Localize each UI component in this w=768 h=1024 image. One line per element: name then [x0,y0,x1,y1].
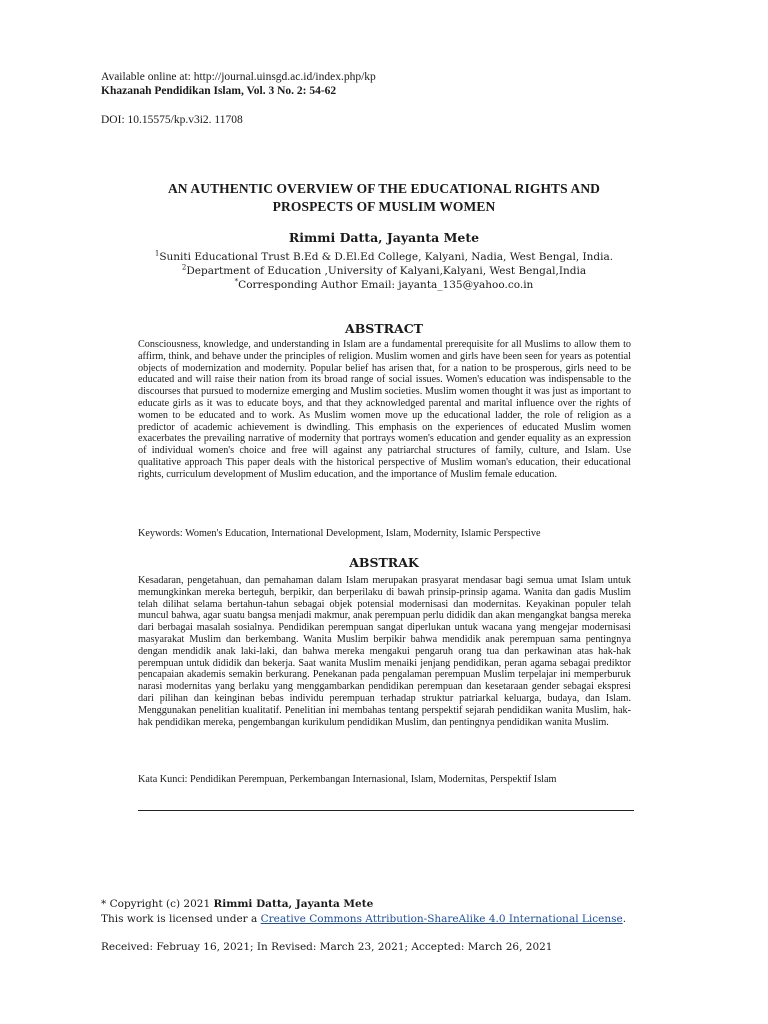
abstract-keywords: Keywords: Women's Education, International Development, Islam, Modernity, Islamic Perspective [138,528,541,539]
paper-title-line-2: PROSPECTS OF MUSLIM WOMEN [272,199,496,214]
affiliation-2 [110,264,658,279]
author-list: Rimmi Datta, Jayanta Mete [288,230,480,245]
affiliation-1 [110,250,658,265]
abstrak-heading: ABSTRAK [349,555,419,570]
doi-line: DOI: 10.15575/kp.v3i2. 11708 [101,114,243,126]
affiliation-1-mark: 1 [154,249,160,258]
journal-citation: Khazanah Pendidikan Islam, Vol. 3 No. 2: 54-62 [101,85,337,97]
paper-title [110,180,658,216]
copyright-authors: Rimmi Datta, Jayanta Mete [213,898,374,910]
abstract-heading: ABSTRACT [345,321,423,336]
corresponding-author-email: Corresponding Author Email: jayanta_135@yahoo.co.in [238,279,534,291]
abstrak-keywords: Kata Kunci: Pendidikan Perempuan, Perkembangan Internasional, Islam, Modernitas, Perspektif Islam [138,774,557,785]
journal-url-line: Available online at: http://journal.uinsgd.ac.id/index.php/kp [101,71,376,83]
license-prefix: This work is licensed under a [101,913,261,925]
copyright-line [101,897,373,911]
license-suffix: . [622,913,627,925]
abstract-body: Consciousness, knowledge, and understanding in Islam are a fundamental prerequisite for all Muslims to allow them to affirm, think, and behave under the principles of religion. Muslim women and girls have been seen for years as potential objects of modernization and modernity. Popular belief has arisen that, for a nation to be prosperous, girls need to be educated and will raise their nation from its broad range of social issues. Women's education was indispensable to the discourses that pursued to modernize emerging and Muslim societies. Muslim women thought it was just as important to educate girls as it was to educate boys, and that they acknowledged parental and marital influence over the rights of women to be educated and to work. As Muslim women move up the educational ladder, the role of religion as a predictor of academic achievement is dwindling. This emphasis on the experiences of educated Muslim women exacerbates the prevailing narrative of modernity that portrays women's education and gender equality as an expression of individual women's choice and free will against any patriarchal structures of family, culture, and Islam. Use qualitative approach This paper deals with the historical perspective of Muslim woman's education, their educational rights, curriculum development of Muslim education, and the importance of Muslim female education. [138,339,631,480]
affiliation-2-text: Department of Education ,University of Kalyani,Kalyani, West Bengal,India [186,265,587,277]
affiliation-1-text: Suniti Educational Trust B.Ed & D.El.Ed College, Kalyani, Nadia, West Bengal, India. [159,251,614,263]
license-line [101,912,626,926]
corresponding-author [110,278,658,293]
submission-dates: Received: Februay 16, 2021; In Revised: March 23, 2021; Accepted: March 26, 2021 [101,941,553,953]
copyright-prefix: * Copyright (c) 2021 [101,898,214,910]
section-divider [138,810,634,811]
corresponding-author-mark: * [234,277,239,286]
affiliation-2-mark: 2 [181,263,187,272]
paper-title-line-1: AN AUTHENTIC OVERVIEW OF THE EDUCATIONAL RIGHTS AND [167,181,601,196]
abstrak-body: Kesadaran, pengetahuan, dan pemahaman dalam Islam merupakan prasyarat mendasar bagi semua umat Islam untuk memungkinkan mereka berteguh, berpikir, dan berperilaku di bawah prinsip-prinsip agama. Wanita dan gadis Muslim telah dilihat selama bertahun-tahun sebagai objek potensial modernisasi dan modernitas. Keyakinan populer telah muncul bahwa, agar suatu bangsa menjadi makmur, anak perempuan perlu dididik dan akan mengangkat bangsa mereka dari berbagai masalah sosialnya. Pendidikan perempuan sangat diperlukan untuk wacana yang mengejar modernisasi masyarakat Muslim dan berkembang. Wanita Muslim berpikir bahwa mendidik anak perempuan sama pentingnya dengan mendidik anak laki-laki, dan bahwa mereka mengakui pengaruh orang tua dan perkawinan atas hak-hak perempuan untuk dididik dan bekerja. Saat wanita Muslim menaiki jenjang pendidikan, peran agama sebagai prediktor pencapaian akademis semakin berkurang. Penekanan pada pengalaman perempuan Muslim terpelajar ini memperburuk narasi modernitas yang berlaku yang menggambarkan pendidikan perempuan dan kesetaraan gender sebagai ekspresi dari pilihan dan keinginan bebas individu perempuan terhadap struktur patriarkal keluarga, budaya, dan Islam. Menggunakan penelitian kualitatif. Penelitian ini membahas tentang perspektif sejarah pendidikan wanita Muslim, hak-hak pendidikan mereka, pengembangan kurikulum pendidikan Muslim, dan pentingnya pendidikan wanita Muslim. [138,575,631,728]
license-link[interactable]: Creative Commons Attribution-ShareAlike 4.0 International License [260,913,623,925]
